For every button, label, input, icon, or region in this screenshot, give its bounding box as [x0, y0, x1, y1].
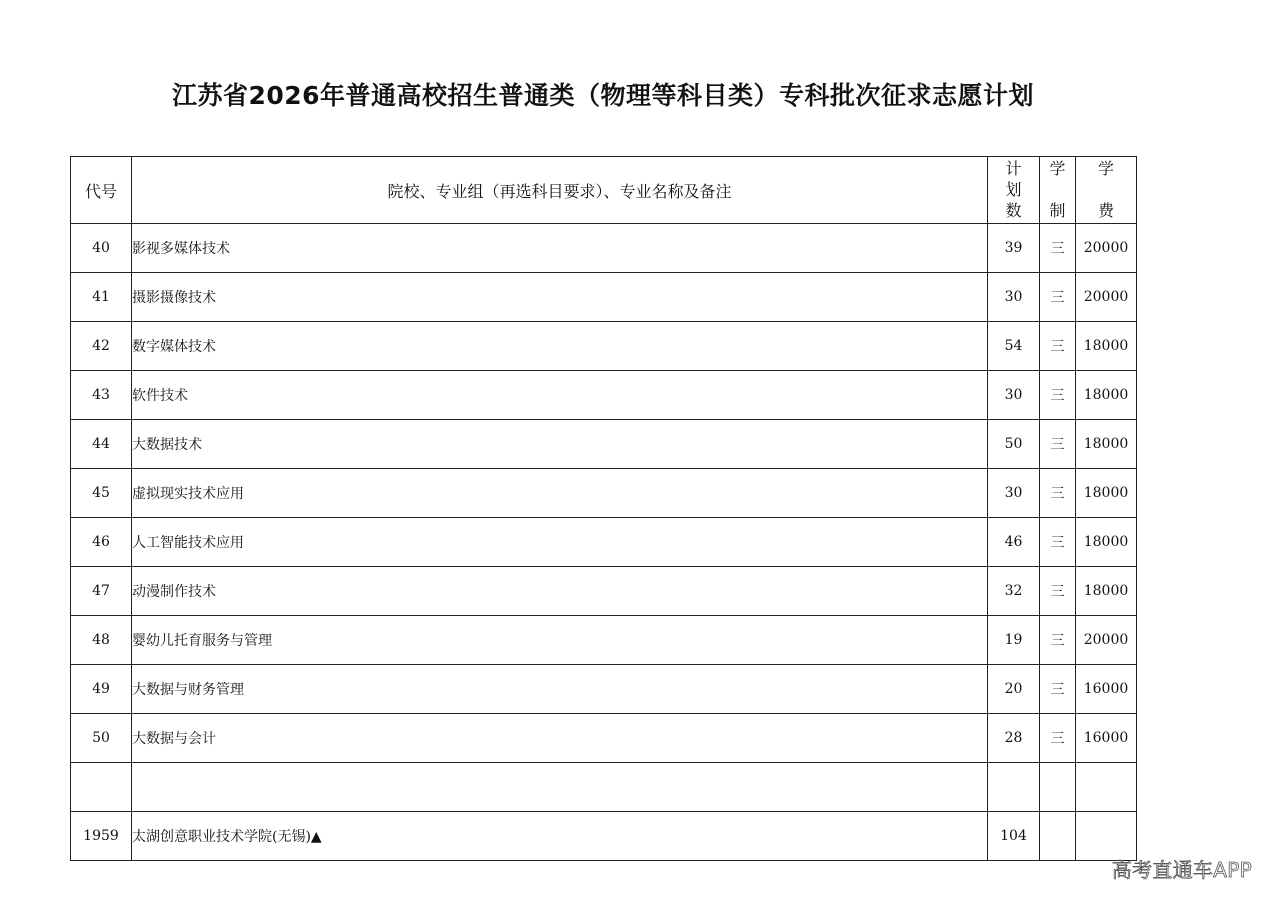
row-duration: 三	[1040, 371, 1076, 420]
table-row	[71, 665, 1137, 714]
table-row	[71, 273, 1137, 322]
row-fee: 18000	[1076, 518, 1137, 567]
row-fee: 18000	[1076, 567, 1137, 616]
header-plan	[988, 157, 1040, 224]
table-row	[71, 420, 1137, 469]
row-plan: 28	[988, 714, 1040, 763]
row-plan: 30	[988, 273, 1040, 322]
row-fee: 18000	[1076, 420, 1137, 469]
row-plan: 46	[988, 518, 1040, 567]
table-row-school	[71, 812, 1137, 861]
header-duration-char: 学	[1049, 159, 1066, 178]
table-row	[71, 469, 1137, 518]
enrollment-plan-table	[70, 156, 1137, 861]
row-fee: 20000	[1076, 273, 1137, 322]
row-code: 41	[71, 273, 132, 322]
header-fee-char: 学	[1097, 159, 1114, 178]
table-header-row	[71, 157, 1137, 224]
row-name: 数字媒体技术	[132, 322, 988, 371]
row-fee: 20000	[1076, 616, 1137, 665]
row-code: 1959	[71, 812, 132, 861]
row-name: 软件技术	[132, 371, 988, 420]
row-code: 44	[71, 420, 132, 469]
row-code: 43	[71, 371, 132, 420]
row-name	[132, 763, 988, 812]
row-name: 虚拟现实技术应用	[132, 469, 988, 518]
row-fee: 20000	[1076, 224, 1137, 273]
row-duration: 三	[1040, 273, 1076, 322]
table-row	[71, 567, 1137, 616]
header-plan-char: 计	[1005, 159, 1022, 178]
row-duration: 三	[1040, 469, 1076, 518]
row-name: 婴幼儿托育服务与管理	[132, 616, 988, 665]
row-plan: 104	[988, 812, 1040, 861]
row-name: 影视多媒体技术	[132, 224, 988, 273]
row-code: 50	[71, 714, 132, 763]
row-duration: 三	[1040, 616, 1076, 665]
row-code: 48	[71, 616, 132, 665]
header-fee	[1076, 157, 1137, 224]
row-plan: 54	[988, 322, 1040, 371]
table-row	[71, 616, 1137, 665]
row-plan: 20	[988, 665, 1040, 714]
table-row	[71, 322, 1137, 371]
table-row	[71, 518, 1137, 567]
row-fee: 16000	[1076, 714, 1137, 763]
row-plan: 32	[988, 567, 1040, 616]
row-code: 49	[71, 665, 132, 714]
row-fee: 18000	[1076, 322, 1137, 371]
row-duration: 三	[1040, 518, 1076, 567]
table-row	[71, 371, 1137, 420]
row-name: 动漫制作技术	[132, 567, 988, 616]
row-fee: 18000	[1076, 469, 1137, 518]
row-name: 摄影摄像技术	[132, 273, 988, 322]
row-plan: 30	[988, 371, 1040, 420]
header-name: 院校、专业组（再选科目要求）、专业名称及备注	[132, 157, 988, 224]
header-fee-char: 费	[1097, 201, 1114, 220]
table-row	[71, 224, 1137, 273]
row-code: 45	[71, 469, 132, 518]
table-row-empty	[71, 763, 1137, 812]
row-duration: 三	[1040, 567, 1076, 616]
row-name: 人工智能技术应用	[132, 518, 988, 567]
row-code: 47	[71, 567, 132, 616]
row-duration	[1040, 812, 1076, 861]
row-duration: 三	[1040, 322, 1076, 371]
row-code	[71, 763, 132, 812]
header-plan-char: 划	[1005, 180, 1022, 199]
row-fee: 16000	[1076, 665, 1137, 714]
row-plan: 30	[988, 469, 1040, 518]
row-plan: 19	[988, 616, 1040, 665]
row-duration: 三	[1040, 224, 1076, 273]
row-duration: 三	[1040, 665, 1076, 714]
row-name: 大数据与会计	[132, 714, 988, 763]
row-name: 大数据技术	[132, 420, 988, 469]
row-fee	[1076, 763, 1137, 812]
row-duration: 三	[1040, 420, 1076, 469]
row-duration: 三	[1040, 714, 1076, 763]
row-plan: 50	[988, 420, 1040, 469]
row-code: 46	[71, 518, 132, 567]
row-duration	[1040, 763, 1076, 812]
row-plan: 39	[988, 224, 1040, 273]
row-fee: 18000	[1076, 371, 1137, 420]
row-name: 太湖创意职业技术学院(无锡)▲	[132, 812, 988, 861]
table-row	[71, 714, 1137, 763]
row-plan	[988, 763, 1040, 812]
header-plan-char: 数	[1005, 201, 1022, 220]
watermark: 高考直通车APP	[1111, 858, 1252, 882]
header-duration	[1040, 157, 1076, 224]
page-title: 江苏省2026年普通高校招生普通类（物理等科目类）专科批次征求志愿计划	[171, 81, 1035, 110]
row-name: 大数据与财务管理	[132, 665, 988, 714]
header-code: 代号	[71, 157, 132, 224]
row-code: 40	[71, 224, 132, 273]
header-duration-char: 制	[1049, 201, 1066, 220]
row-code: 42	[71, 322, 132, 371]
